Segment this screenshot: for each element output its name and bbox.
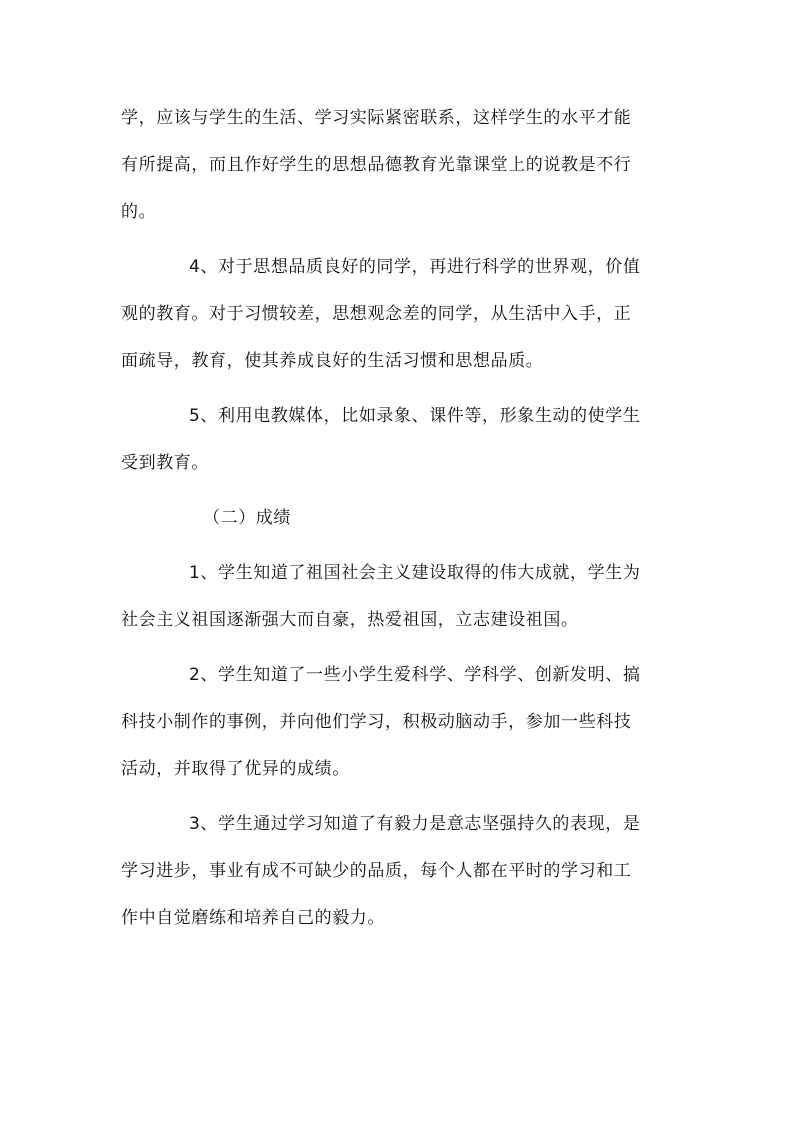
text-line: 4、对于思想品质良好的同学，再进行科学的世界观，价值	[189, 257, 641, 277]
text-line: 社会主义祖国逐渐强大而自豪，热爱祖国，立志建设祖国。	[121, 610, 579, 630]
paragraph	[121, 660, 667, 801]
paragraph	[121, 252, 667, 393]
text-line: 观的教育。对于习惯较差，思想观念差的同学，从生活中入手，正	[121, 304, 632, 324]
paragraph	[121, 809, 667, 950]
text-line: 的。	[121, 202, 157, 222]
text-line: 3、学生通过学习知道了有毅力是意志坚强持久的表现，是	[189, 814, 641, 834]
paragraph	[121, 558, 667, 652]
text-line: 受到教育。	[121, 453, 209, 473]
text-line: 有所提高，而且作好学生的思想品德教育光靠课堂上的说教是不行	[121, 155, 632, 175]
text-line: 科技小制作的事例，并向他们学习，积极动脑动手，参加一些科技	[121, 712, 632, 732]
text-line: 面疏导，教育，使其养成良好的生活习惯和思想品质。	[121, 351, 544, 371]
text-line: 学，应该与学生的生活、学习实际紧密联系，这样学生的水平才能	[121, 108, 632, 128]
heading-text: （二）成绩	[203, 508, 291, 528]
text-line: 2、学生知道了一些小学生爱科学、学科学、创新发明、搞	[189, 665, 641, 685]
text-line: 1、学生知道了祖国社会主义建设取得的伟大成就，学生为	[189, 563, 641, 583]
paragraph	[121, 401, 667, 495]
text-line: 5、利用电教媒体，比如录象、课件等，形象生动的使学生	[189, 406, 641, 426]
document-body	[121, 103, 667, 950]
text-line: 活动，并取得了优异的成绩。	[121, 759, 350, 779]
text-line: 作中自觉磨练和培养自己的毅力。	[121, 908, 385, 928]
section-heading	[121, 503, 667, 550]
paragraph	[121, 103, 667, 244]
text-line: 学习进步，事业有成不可缺少的品质，每个人都在平时的学习和工	[121, 861, 632, 881]
